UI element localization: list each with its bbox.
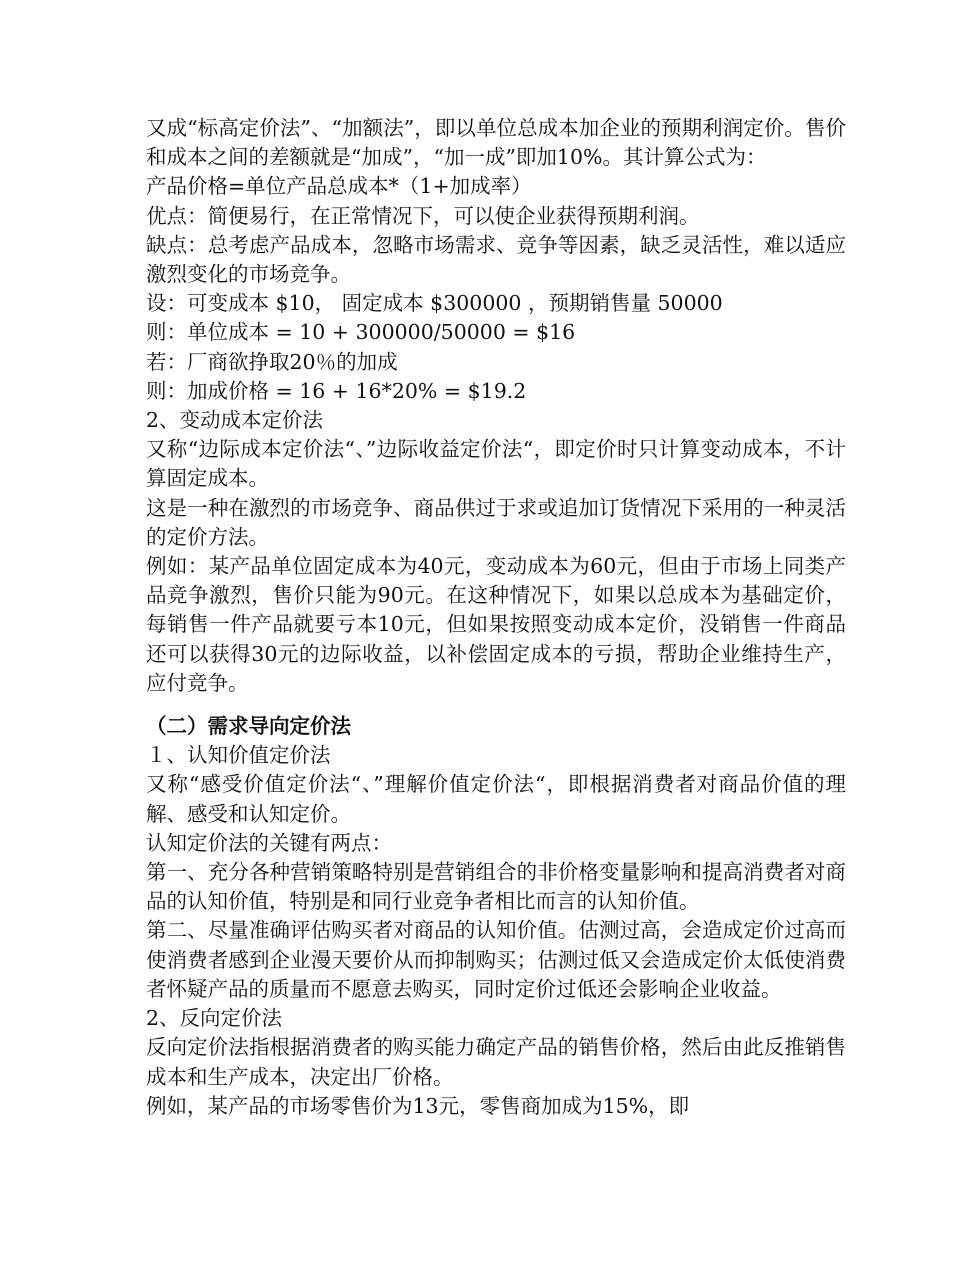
paragraph-markup-pricing-definition: 又成“标高定价法”、“加额法”，即以单位总成本加企业的预期利润定价。售价和成本之间的差额就是“加成”，“加一成”即加10%。其计算公式为：: [146, 116, 846, 170]
paragraph-perceived-value-key-points: 认知定价法的关键有两点：: [146, 830, 392, 855]
paragraph-example-unit-cost: 则：单位成本 = 10 + 300000/50000 = $16: [146, 320, 576, 345]
paragraph-key-point-one: 第一、充分各种营销策略特别是营销组合的非价格变量影响和提高消费者对商品的认知价值，特别是和同行业竞争者相比而言的认知价值。: [146, 860, 846, 914]
subheading-perceived-value-pricing: １、认知价值定价法: [146, 743, 331, 768]
paragraph-variable-cost-definition: 又称“边际成本定价法“、”边际收益定价法“，即定价时只计算变动成本，不计算固定成本。: [146, 437, 846, 491]
paragraph-variable-cost-usage: 这是一种在激烈的市场竞争、商品供过于求或追加订货情况下采用的一种灵活的定价方法。: [146, 495, 846, 549]
paragraph-variable-cost-example: 例如：某产品单位固定成本为40元，变动成本为60元，但由于市场上同类产品竞争激烈，售价只能为90元。在这种情况下，如果以总成本为基础定价，每销售一件产品就要亏本10元，但如果按照变动成本定价，没销售一件商品还可以获得30元的边际收益，以补偿固定成本的亏损，帮助企业维持生产，应付竞争。: [146, 554, 846, 695]
paragraph-reverse-pricing-example: 例如，某产品的市场零售价为13元，零售商加成为15%，即: [146, 1093, 690, 1118]
paragraph-example-assumptions: 设：可变成本 $10， 固定成本 $300000 ，预期销售量 50000: [146, 291, 723, 316]
paragraph-example-markup-price: 则：加成价格 = 16 + 16*20% = $19.2: [146, 378, 527, 403]
paragraph-reverse-pricing-definition: 反向定价法指根据消费者的购买能力确定产品的销售价格，然后由此反推销售成本和生产成本，决定出厂价格。: [146, 1035, 846, 1089]
paragraph-price-formula: 产品价格=单位产品总成本*（1+加成率）: [146, 174, 532, 199]
paragraph-disadvantages: 缺点：总考虑产品成本，忽略市场需求、竞争等因素，缺乏灵活性，难以适应激烈变化的市场竞争。: [146, 232, 846, 287]
subheading-reverse-pricing: 2、反向定价法: [146, 1006, 283, 1031]
paragraph-example-markup-target: 若：厂商欲挣取20％的加成: [146, 349, 398, 374]
section-heading-demand-oriented-pricing: （二）需求导向定价法: [146, 714, 351, 739]
paragraph-key-point-two: 第二、尽量准确评估购买者对商品的认知价值。估测过高，会造成定价过高而使消费者感到企业漫天要价从而抑制购买；估测过低又会造成定价太低使消费者怀疑产品的质量而不愿意去购买，同时定价过低还会影响企业收益。: [146, 918, 846, 1001]
paragraph-perceived-value-definition: 又称“感受价值定价法“、”理解价值定价法“，即根据消费者对商品价值的理解、感受和认知定价。: [146, 772, 846, 826]
paragraph-advantages: 优点：简便易行，在正常情况下，可以使企业获得预期利润。: [146, 203, 700, 228]
subheading-variable-cost-pricing: 2、变动成本定价法: [146, 408, 324, 433]
document-body: [146, 114, 846, 1121]
